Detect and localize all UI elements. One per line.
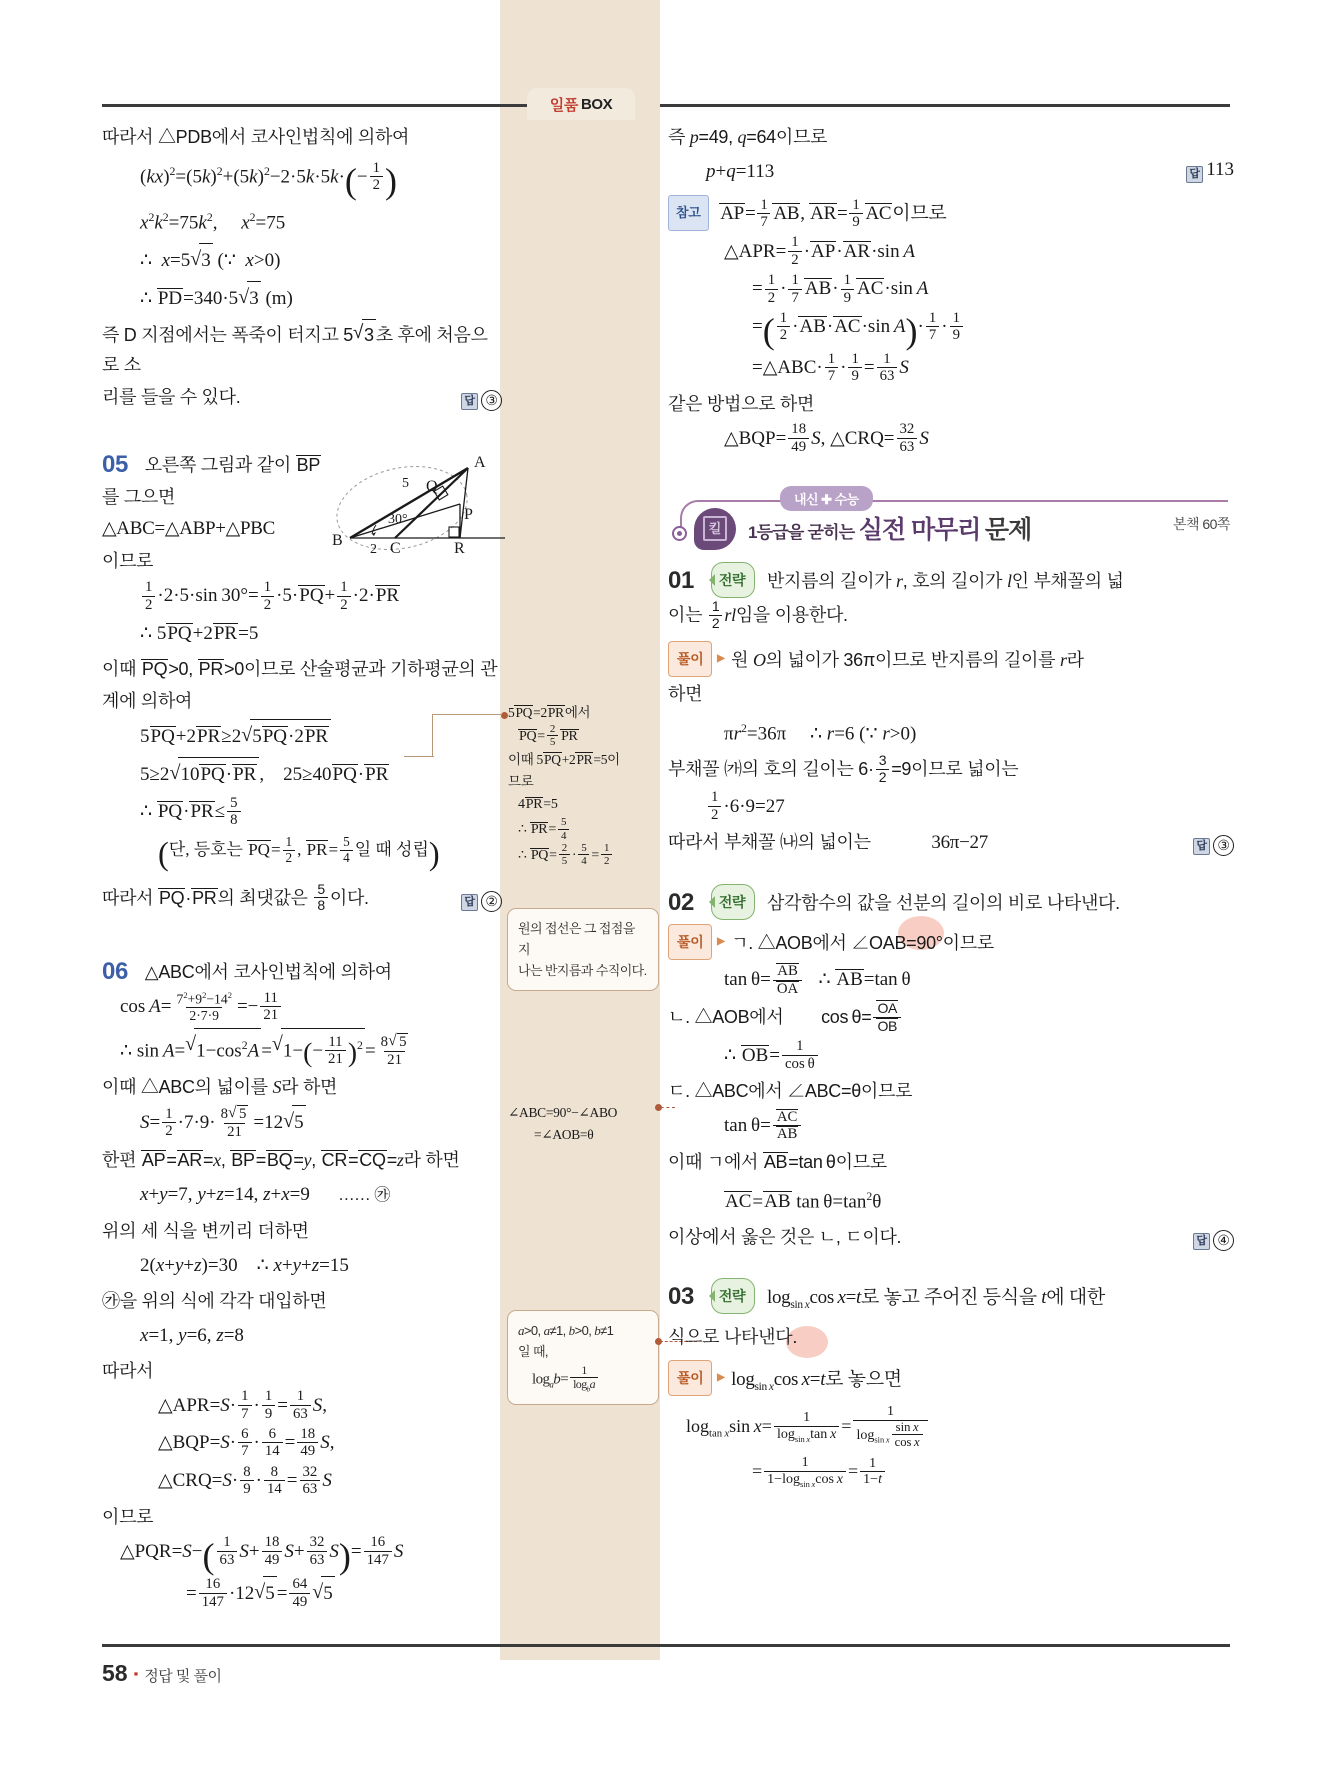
mid-b2-l1: ∠ABC=90°−∠ABO (508, 1105, 618, 1120)
prob1-l3: 부채꼴 ㈎의 호의 길이는 6· $\frac{3}{2}$ =9이므로 넓이는 (668, 752, 1019, 785)
answer-icon: 답 (461, 894, 478, 911)
p4-eq3: ∴ x=5 √ 3 (∵ x>0) (140, 243, 502, 278)
mid-b1-l2: PQ= $\frac{2}{5}$ PR (519, 723, 578, 749)
prob6-eq10: △PQR=S−( $\frac{1}{63}$ S+ $\frac{18}{49}$ S+ $\frac{32}{63}$ S)= $\frac{16}{147}$ S (120, 1534, 404, 1576)
prob6-eq4: x+y=7, y+z=14, z+x=9 …… ㉮ (140, 1183, 391, 1205)
mid-block-2 (508, 1102, 658, 1146)
prob3-strategy-l2: 식으로 나타낸다. (668, 1327, 798, 1348)
rc-top-l2: p+q=113 답 113 (706, 155, 1234, 189)
section-header (668, 486, 1234, 546)
rc-eq3: =( $\frac{1}{2}$ ·AB·AC·sin A)· $\frac{1}{7}$ · $\frac{1}{9}$ (752, 310, 1234, 348)
mid-b1-l4: 므로 (508, 774, 534, 790)
strategy-badge: 전략 (711, 1278, 755, 1314)
mid-note-1 (507, 908, 659, 991)
strategy-badge: 전략 (711, 562, 755, 598)
prob6-eq9: △CRQ=S· $\frac{8}{9}$ · $\frac{8}{14}$ = $\frac{32}{63}$ S (158, 1463, 332, 1498)
prob2-answer: 답 ④ (1193, 1222, 1234, 1252)
answer-icon: 답 (1193, 838, 1210, 855)
prob5-eq2: ∴ 5PQ+2PR=5 (140, 623, 259, 645)
prob5-line5: 이때 PQ>0, PR>0이므로 산술평균과 기하평균의 관 (102, 659, 498, 680)
section-pill (780, 486, 873, 511)
diagram-label-5: 5 (402, 476, 409, 492)
prob5-line4: 이므로 (102, 551, 154, 572)
solution-badge: 풀이 ▶ (668, 924, 712, 960)
p4-concl-2: 리를 들을 수 있다. 답 ③ (102, 382, 502, 412)
prob5-answer: 답 ② (461, 883, 502, 913)
mid-b1-l3: 이때 5PQ+2PR=5이 (508, 752, 620, 768)
prob6-line3: 한편 AP=AR=x, BP=BQ=y, CR=CQ=z라 하면 (102, 1149, 460, 1170)
section-title-small: 1등급을 굳히는 (748, 523, 855, 543)
diagram-label-R: R (454, 540, 465, 558)
prob3-eq1: $\log_{tan x}\sin$ x= $\frac{1}{\log_{sin x}\tan x}$ = 1 $\log_{sin x}$ $\frac{\text{sin x}}{\text{cos x}}$ (686, 1405, 1234, 1451)
prob6-eq11: = $\frac{16}{147}$ ·12 √ 5 = $\frac{64}{49}$ √ 5 (186, 1576, 502, 1612)
footer-label: 정답 및 풀이 (144, 1668, 222, 1685)
bottom-rule (102, 1644, 1230, 1647)
top-rule-right (660, 104, 1230, 107)
prob6-eq5: 2(x+y+z)=30 ∴ x+y+z=15 (140, 1254, 349, 1276)
mid-column (506, 122, 656, 1622)
prob2-number: 02 (668, 889, 695, 917)
prob5-line2: 를 그으면 (102, 487, 176, 508)
prob6-eq7: △APR=S· $\frac{1}{7}$ · $\frac{1}{9}$ = $\frac{1}{63}$ S, (158, 1388, 328, 1422)
prob2-eq4: tan θ= $\frac{AC}{AB}$ (724, 1109, 1234, 1144)
diagram-label-2: 2 (370, 542, 377, 558)
diagram-label-P: P (464, 506, 473, 524)
p4-concl-1: 즉 D 지점에서는 폭죽이 터지고 5 √ 3 초 후에 처음으로 소 (102, 319, 502, 380)
diagram-label-B: B (332, 532, 343, 550)
answer-icon: 답 (1186, 166, 1203, 183)
mid-b1-l7: ∴ PQ= $\frac{2}{5}$ · $\frac{5}{4}$ = $\frac{1}{2}$ (518, 843, 658, 868)
answer-icon: 답 (1193, 1233, 1210, 1250)
mid-note2-l1: a>0, a≠1, b>0, b≠1 (518, 1323, 614, 1338)
sparkle-icon: ✚ (821, 492, 832, 508)
left-column (102, 122, 502, 1622)
reference-badge: 참고 (668, 195, 709, 231)
prob3-strategy-l1: 03 전략 $\log_{sin x}\cos$ x=t로 놓고 주어진 등식을 t에 대한 (668, 1278, 1234, 1320)
page-number: 58 (102, 1660, 128, 1686)
pill-left-label: 내신 (794, 492, 819, 508)
prob6-line6: 따라서 (102, 1360, 154, 1381)
diagram-label-30deg: 30° (388, 512, 408, 528)
prob6-eq6: x=1, y=6, z=8 (140, 1324, 244, 1346)
prob5-eq3: 5PQ+2PR≥2 √ 5PQ·2PR (140, 719, 502, 754)
leader-line-1 (432, 714, 502, 715)
leader-line-1c (404, 756, 434, 757)
leader-dot-1 (501, 712, 508, 719)
prob6-eq3: S= $\frac{1}{2}$ ·7·9· $\frac{8 √ 5}{21}$ =12 √ 5 (140, 1105, 502, 1141)
prob2-strategy-l1: 02 전략 삼각함수의 값을 선분의 길이의 비로 나타낸다. (668, 884, 1234, 920)
mid-b2-l2: =∠AOB=θ (534, 1127, 594, 1142)
prob3-l1: 풀이 ▶ $\log_{sin x}\cos$ x=t로 놓으면 (668, 1360, 1234, 1402)
prob5-number: 05 (102, 451, 129, 479)
prob5-eq5: ∴ PQ·PR≤ $\frac{5}{8}$ (140, 795, 502, 830)
diagram-label-Q: Q (426, 478, 438, 496)
prob5-line6: 계에 의하여 (102, 691, 193, 712)
prob6-line2: 이때 △ABC의 넓이를 S라 하면 (102, 1077, 338, 1098)
mid-note2-l2: 일 때, (518, 1344, 548, 1359)
diagram-label-C: C (390, 540, 401, 558)
rc-top-l3: 같은 방법으로 하면 (668, 393, 815, 414)
prob1-number: 01 (668, 567, 695, 595)
prob2-l4: 이때 ㄱ에서 AB=tan θ이므로 (668, 1152, 887, 1172)
prob5-eq1: $\frac{1}{2}$ ·2·5·sin 30°= $\frac{1}{2}$ ·5·PQ+ $\frac{1}{2}$ ·2·PR (140, 579, 502, 614)
prob1-answer: 답 ③ (1193, 827, 1234, 857)
prob2-l2: ㄴ. △AOB에서 cos θ= $\frac{OA}{OB}$ (668, 1001, 1234, 1035)
prob6-line1: 06 △ABC에서 코사인법칙에 의하여 (102, 958, 392, 986)
section-title (748, 510, 1031, 546)
prob3-eq2: = $\frac{1}{1-\log_{sin x}\cos x}$ = $\frac{1}{1-t}$ (752, 1454, 1234, 1490)
prob1-strategy-l2: 이는 $\frac{1}{2}$ rl임을 이용한다. (668, 598, 848, 632)
mid-note1-l1: 원의 접선은 그 접점을 지 (518, 921, 635, 957)
section-ref: 본책 60쪽 (1172, 516, 1230, 533)
p4-eq4: ∴ PD=340·5 √ 3 (m) (140, 281, 502, 316)
strategy-badge: 전략 (711, 884, 755, 920)
rc-eq4: =△ABC· $\frac{1}{7}$ · $\frac{1}{9}$ = $\frac{1}{63}$ S (752, 350, 909, 385)
ilpum-box-tab-kr: 일품 (549, 96, 578, 114)
diagram-label-A: A (474, 454, 486, 472)
section-blob-glyph: 킬 (703, 516, 727, 541)
right-column (668, 122, 1234, 1622)
mid-block-1 (508, 702, 658, 868)
mid-b1-l6: ∴ PR= $\frac{5}{4}$ (518, 817, 658, 842)
prob2-l1: 풀이 ▶ ㄱ. △AOB에서 ∠OAB=90°이므로 (668, 924, 1234, 960)
prob2-l3: ㄷ. △ABC에서 ∠ABC=θ이므로 (668, 1081, 913, 1102)
prob6-line5: ㉮을 위의 식에 각각 대입하면 (102, 1290, 327, 1311)
mid-b1-l1: 5PQ=2PR에서 (508, 705, 591, 720)
prob2-eq1: tan θ= $\frac{AB}{OA}$ ∴ AB=tan θ (724, 962, 911, 997)
prob2-eq3: ∴ OB= $\frac{1}{\text{cos θ}}$ (724, 1039, 1234, 1074)
solution-badge: 풀이 ▶ (668, 1360, 712, 1396)
rc-top-answer: 답 113 (1186, 153, 1234, 187)
prob5-eq6: (단, 등호는 PQ= $\frac{1}{2}$ , PR= $\frac{5}{4}$ 일 때 성립) (158, 833, 440, 872)
pill-right-label: 수능 (834, 492, 859, 508)
prob6-line7: 이므로 (102, 1506, 154, 1527)
prob6-eq1: cos A= $\frac{7^2+9^2-14^2}{2\cdot 7\cdot 9}$ =− $\frac{11}{21}$ (120, 990, 502, 1025)
prob1-eq2: $\frac{1}{2}$ ·6·9=27 (706, 790, 1234, 825)
prob2-eq5: AC=AB $\tan \theta=\tan^2\theta$ (725, 1190, 882, 1213)
p4-answer: 답 ③ (461, 382, 502, 412)
prob1-l2: 하면 (668, 683, 703, 704)
ilpum-box-tab-en: BOX (580, 95, 613, 113)
prob1-eq3: 36π−27 (931, 832, 988, 854)
rc-eq1: △APR= $\frac{1}{2}$ ·AP·AR·sin A (724, 234, 915, 268)
solution-badge: 풀이 ▶ (668, 641, 712, 677)
prob5-eq4: 5≥2 √ 10PQ·PR , 25≥40PQ·PR (140, 757, 502, 792)
page-footer (102, 1660, 222, 1687)
prob1-l1: 풀이 ▶ 원 O의 넓이가 36π이므로 반지름의 길이를 r라 (668, 641, 1234, 677)
prob6-eq8: △BQP=S· $\frac{6}{7}$ · $\frac{6}{14}$ = $\frac{18}{49}$ S, (158, 1425, 335, 1460)
footer-separator: ▪ (133, 1666, 139, 1681)
section-rail-dot (672, 526, 687, 541)
prob1-l4: 따라서 부채꼴 ㈏의 넓이는 36π−27 답 ③ (668, 827, 1234, 858)
answer-icon: 답 (461, 393, 478, 410)
rc-ref-line: 참고 AP= $\frac{1}{7}$ AB, AR= $\frac{1}{9}$ AC이므로 (668, 195, 1234, 232)
section-blob (694, 508, 736, 550)
ilpum-box-tab (527, 88, 635, 120)
prob3-number: 03 (668, 1283, 695, 1311)
prob6-number: 06 (102, 958, 129, 986)
prob5-line7: 따라서 PQ·PR의 최댓값은 $\frac{5}{8}$ 이다. 답 ② (102, 883, 502, 915)
prob5-line3: △ABC=△ABP+△PBC (102, 518, 276, 540)
prob1-eq1: $\pi r^2=36\pi$ ∴ r=6 (∵ r>0) (724, 721, 917, 745)
section-title-big: 실전 마무리 (858, 516, 981, 545)
section-title-big2: 문제 (984, 516, 1032, 545)
prob6-eq2: ∴ sin A= √ $1-\cos^2A$ = √ 1−(− $\frac{11}{21}$ )$^2$ = $\frac{8 √ 5}{21}$ (120, 1028, 502, 1070)
mid-b1-l5: 4PR=5 (518, 797, 558, 813)
p4-lead: 따라서 △PDB에서 코사인법칙에 의하여 (102, 127, 410, 147)
prob2-l5: 이상에서 옳은 것은 ㄴ, ㄷ이다. 답 ④ (668, 1222, 1234, 1252)
mid-note2-l3: $\log_ab=$ $\frac{1}{\log_ba}$ (532, 1365, 648, 1395)
prob5-line1: 05 오른쪽 그림과 같이 BP (102, 451, 321, 479)
prob6-line4: 위의 세 식을 변끼리 더하면 (102, 1220, 309, 1241)
p4-eq1: $(kx)^2=(5k)^2+(5k)^2-2\cdot 5k\cdot 5k\cdot(-$ $\frac{1}{2}$ ) (140, 159, 398, 202)
top-rule-left (102, 104, 532, 107)
rc-top-l1: 즉 p=49, q=64이므로 (668, 127, 828, 147)
prob1-strategy-l1: 01 전략 반지름의 길이가 r, 호의 길이가 l인 부채꼴의 넓 (668, 562, 1234, 598)
rc-eq5: △BQP= $\frac{18}{49}$ S, △CRQ= $\frac{32}{63}$ S (724, 421, 929, 455)
leader-line-1b (432, 714, 433, 756)
rc-eq2: = $\frac{1}{2}$ · $\frac{1}{7}$ AB· $\frac{1}{9}$ AC·sin A (752, 272, 929, 306)
mid-note1-l2: 나는 반지름과 수직이다. (518, 963, 647, 978)
p4-eq2: $x^2k^2=75k^2$, $x^2=75$ (140, 211, 286, 234)
mid-note-2 (507, 1310, 659, 1405)
